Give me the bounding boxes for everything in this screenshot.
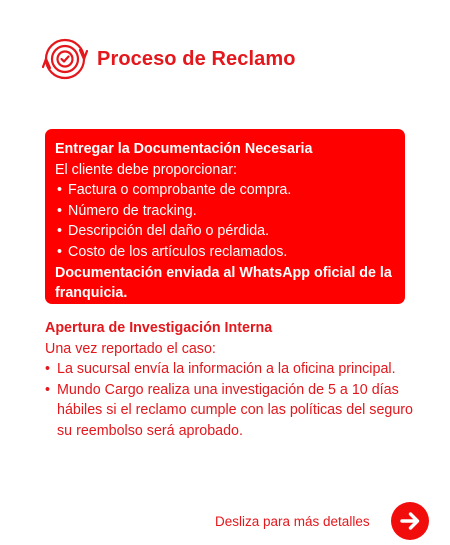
section-title: Apertura de Investigación Interna	[45, 320, 273, 336]
list-item: • Mundo Cargo realiza una investigación de 5 a 10 días hábiles si el reclamo cumple con las políticas del seguro su reembolso será aprobado.	[45, 380, 415, 442]
section-intro: Una vez reportado el caso:	[45, 340, 216, 357]
card-intro: El cliente debe proporcionar:	[55, 161, 237, 178]
page-header	[42, 36, 296, 82]
swipe-hint: Desliza para más detalles	[215, 513, 370, 529]
documentation-card	[45, 129, 405, 304]
card-closing: Documentación enviada al WhatsApp oficial de la franquicia.	[55, 264, 392, 302]
list-item: • Factura o comprobante de compra.	[55, 180, 395, 201]
arrow-right-icon	[398, 509, 422, 533]
swipe-footer	[215, 502, 429, 540]
page-title: Proceso de Reclamo	[97, 47, 296, 70]
investigation-section	[45, 318, 415, 442]
list-item: • La sucursal envía la información a la oficina principal.	[45, 359, 415, 380]
list-item: • Costo de los artículos reclamados.	[55, 242, 395, 263]
card-title: Entregar la Documentación Necesaria	[55, 141, 313, 157]
claim-cycle-check-icon	[42, 36, 88, 82]
next-button[interactable]	[391, 502, 429, 540]
list-item: • Descripción del daño o pérdida.	[55, 221, 395, 242]
list-item: • Número de tracking.	[55, 201, 395, 222]
